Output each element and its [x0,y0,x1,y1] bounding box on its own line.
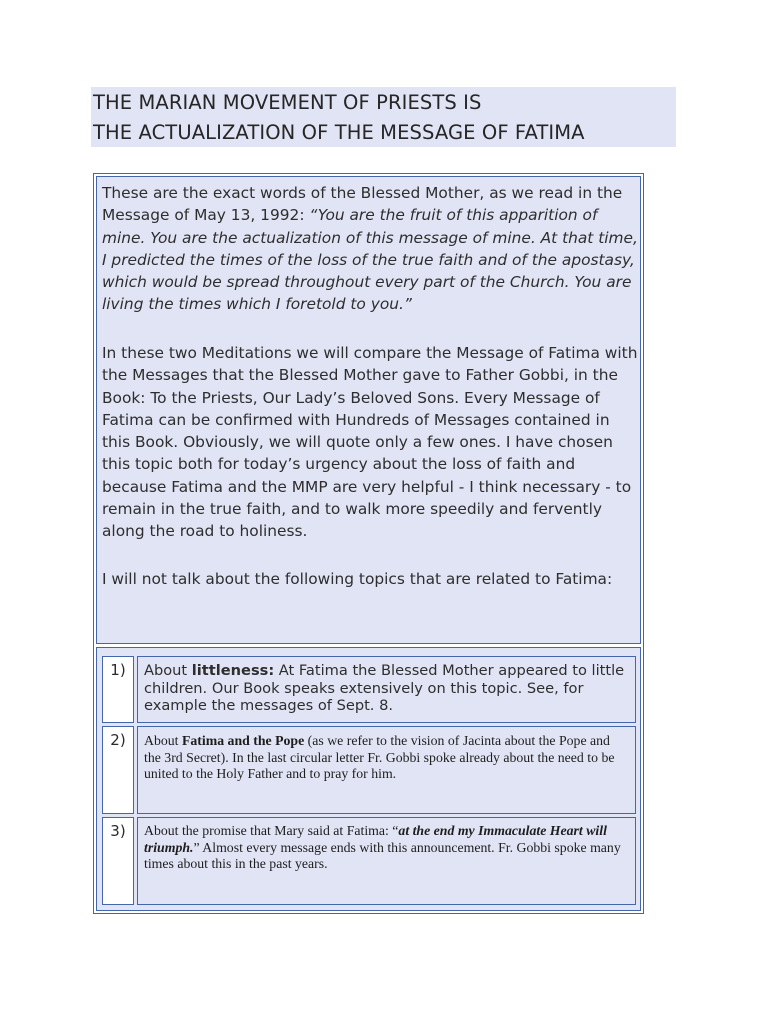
message-quote: “You are the fruit of this apparition of mine. You are the actualization of this message of mine. At that time, I predicted the times of the loss of the true faith and of the apostasy, which would be spread throughout every part of the Church. You are living the times which I foretold to you.” [102,206,638,314]
row-cell [137,656,636,723]
intro-paragraph-1 [102,182,640,316]
row-number: 3) [102,817,134,905]
topic-text [144,823,629,873]
table-row [102,656,636,723]
row-number: 1) [102,656,134,723]
topic-prefix: About the promise that Mary said at Fatima: “ [144,823,399,838]
intro-text: These are the exact words of the Blessed Mother, as we read in the Message of May 13, 1992: [102,184,623,225]
topic-body: ” Almost every message ends with this announcement. Fr. Gobbi spoke many times about this in the past years. [144,839,621,872]
topic-bold-italic: at the end my Immaculate Heart will triumph. [144,823,607,855]
page-title-line-2: THE ACTUALIZATION OF THE MESSAGE OF FATIMA [93,121,585,144]
intro-box [96,176,641,644]
topic-text [144,662,629,715]
page-title-line-1: THE MARIAN MOVEMENT OF PRIESTS IS [93,91,482,114]
row-number: 2) [102,726,134,814]
topic-prefix: About [144,662,192,679]
topic-bold: littleness: [191,662,275,679]
row-cell [137,817,636,905]
table-row [102,726,636,814]
table-row [102,817,636,905]
topic-prefix: About [144,733,182,748]
topic-body: (as we refer to the vision of Jacinta about the Pope and the 3rd Secret). In the last circular letter Fr. Gobbi spoke already about the need to be united to the Holy Father and to pray for him. [144,733,615,782]
topic-bold: Fatima and the Pope [181,733,305,748]
topic-text [144,733,629,783]
intro-paragraph-3: I will not talk about the following topics that are related to Fatima: [102,570,613,588]
topic-body: At Fatima the Blessed Mother appeared to little children. Our Book speaks extensively on this topic. See, for example the messages of Sept. 8. [144,662,625,715]
topics-table [96,647,641,911]
intro-paragraph-2: In these two Meditations we will compare the Message of Fatima with the Messages that the Blessed Mother gave to Father Gobbi, in the Book: To the Priests, Our Lady’s Beloved Sons. Every Message of Fatima can be confirmed with Hundreds of Messages contained in this Book. Obviously, we will quote only a few ones. I have chosen this topic both for today’s urgency about the loss of faith and because Fatima and the MMP are very helpful - I think necessary - to remain in the true faith, and to walk more speedily and fervently along the road to holiness. [102,344,638,541]
title-band [91,87,676,147]
row-cell [137,726,636,814]
